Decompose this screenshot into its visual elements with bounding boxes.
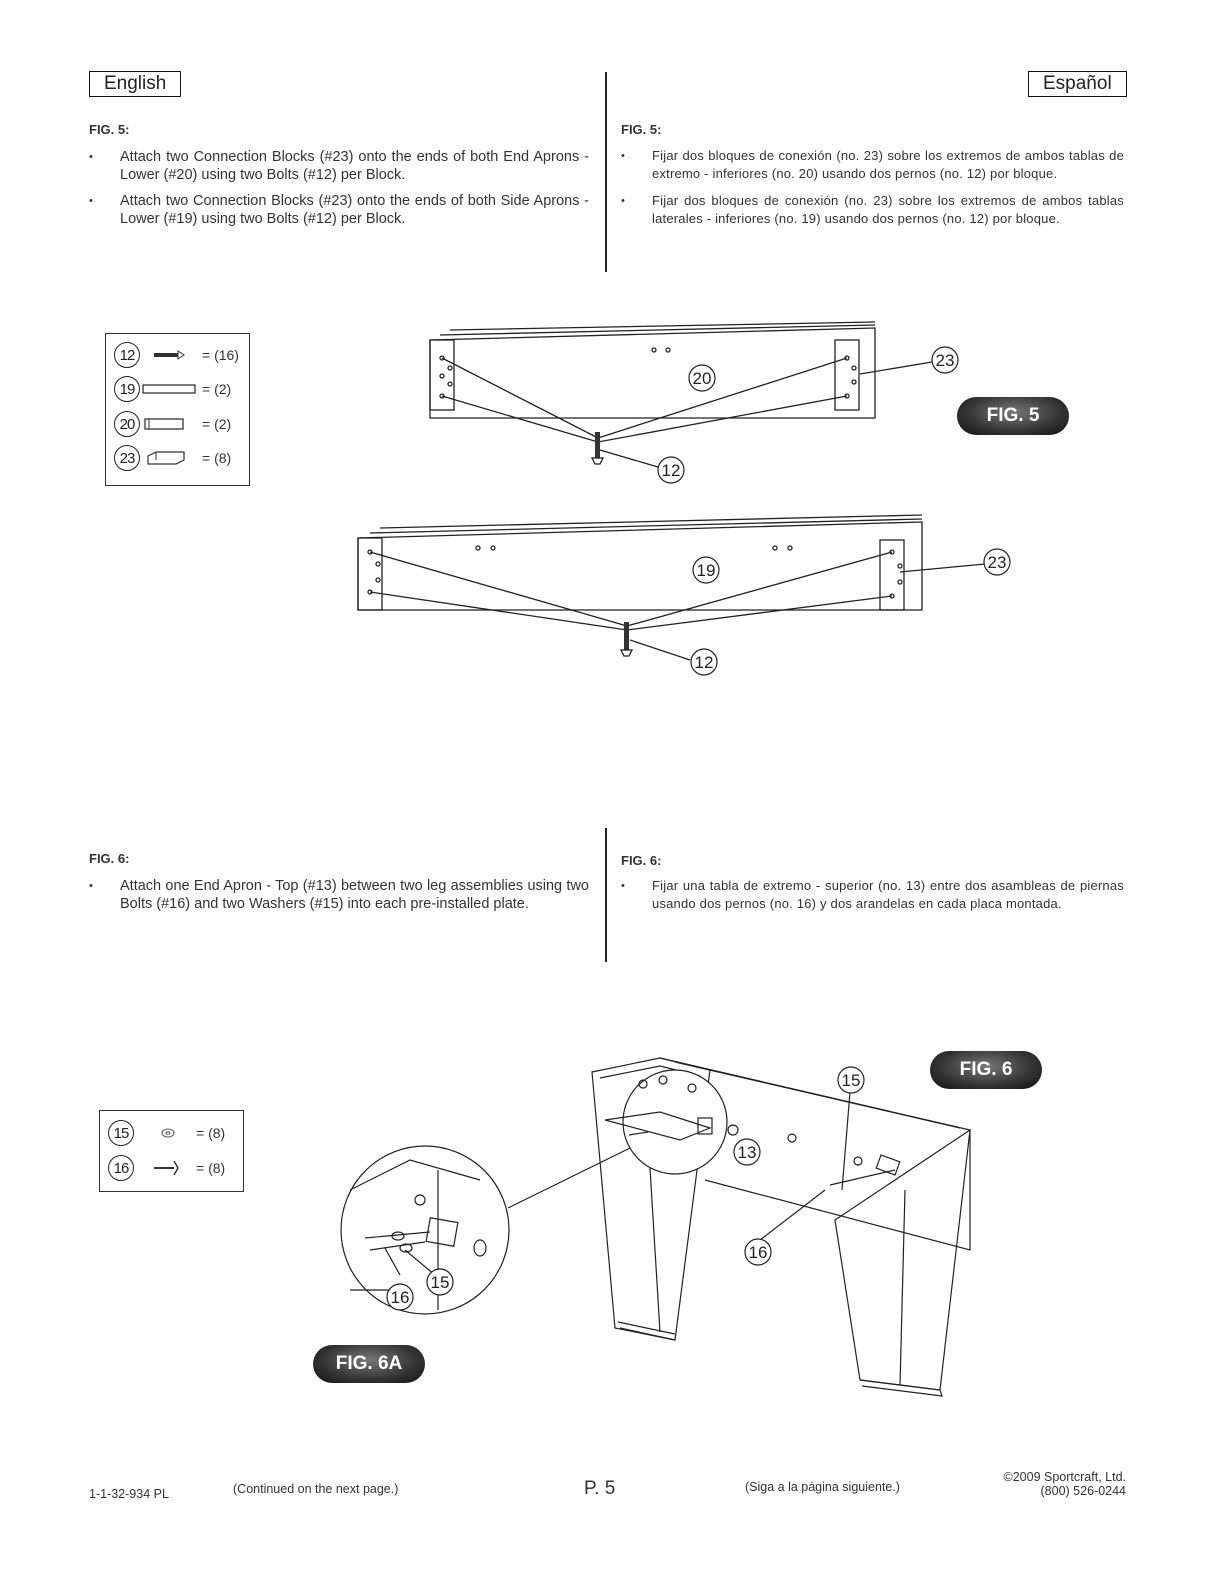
part-number-circle: 15 bbox=[108, 1120, 134, 1146]
fig5-instructions-es bbox=[621, 147, 1124, 237]
spanish-heading: Español bbox=[1028, 71, 1127, 97]
callout-19: 19 bbox=[696, 561, 716, 580]
connection-block-left bbox=[430, 340, 454, 410]
fig5-step-es-2: • Fijar dos bloques de conexión (no. 23) sobre los extremos de ambos tablas laterales - inferiores (no. 19) usando dos pernos (no. 12) por bloque. bbox=[621, 192, 1124, 228]
fig6-drawing bbox=[330, 1050, 1030, 1410]
document-code: 1-1-32-934 PL bbox=[89, 1487, 169, 1501]
callout-13: 13 bbox=[737, 1143, 757, 1162]
right-leg bbox=[835, 1130, 970, 1390]
fig5-label-en: FIG. 5: bbox=[89, 122, 130, 137]
part-qty: = (16) bbox=[202, 347, 239, 363]
fig5-drawing bbox=[340, 310, 1040, 690]
fig5-instructions-en bbox=[89, 149, 589, 237]
part-qty: = (2) bbox=[202, 381, 232, 397]
siga-note: (Siga a la página siguiente.) bbox=[745, 1480, 900, 1494]
fig5-step-es-1: • Fijar dos bloques de conexión (no. 23) sobre los extremos de ambos tablas de extremo - inferiores (no. 20) usando dos pernos (no. 12) por bloque. bbox=[621, 147, 1124, 183]
fig5-badge: FIG. 5 bbox=[957, 397, 1069, 435]
bolt-icon bbox=[152, 349, 192, 361]
callout-20: 20 bbox=[692, 369, 712, 388]
column-divider-top bbox=[605, 72, 607, 272]
fig6-badge: FIG. 6 bbox=[930, 1051, 1042, 1089]
continued-note: (Continued on the next page.) bbox=[233, 1482, 399, 1496]
page-number: P. 5 bbox=[584, 1478, 616, 1499]
part-row-12 bbox=[106, 340, 249, 370]
phone-number: (800) 526-0244 bbox=[1040, 1484, 1126, 1498]
column-divider-bottom bbox=[605, 828, 607, 962]
part-row-19 bbox=[106, 374, 249, 404]
part-number-circle: 20 bbox=[114, 411, 140, 437]
callout-12-bottom: 12 bbox=[694, 653, 714, 672]
part-row-15 bbox=[100, 1118, 243, 1148]
part-number-circle: 16 bbox=[108, 1155, 134, 1181]
callout-16: 16 bbox=[748, 1243, 768, 1262]
connection-block-left-2 bbox=[358, 538, 382, 610]
fig6-step-en-1: • Attach one End Apron - Top (#13) between two leg assemblies using two Bolts (#16) and two Washers (#15) into each pre-installed plate. bbox=[89, 878, 589, 913]
end-apron-icon bbox=[144, 417, 188, 431]
fig6a-magnifier bbox=[341, 1146, 509, 1314]
copyright: ©2009 Sportcraft, Ltd. bbox=[1003, 1470, 1126, 1484]
part-qty: = (2) bbox=[202, 416, 232, 432]
fig5-step-en-2: • Attach two Connection Blocks (#23) onto the ends of both Side Aprons - Lower (#19) using two Bolts (#12) per Block. bbox=[89, 193, 589, 228]
side-apron-icon bbox=[142, 383, 198, 395]
callout-12-top: 12 bbox=[661, 461, 681, 480]
side-apron-lower bbox=[358, 522, 922, 610]
fig6-label-en: FIG. 6: bbox=[89, 851, 130, 866]
fig5-label-es: FIG. 5: bbox=[621, 122, 662, 137]
part-qty: = (8) bbox=[196, 1160, 226, 1176]
bolt-icon bbox=[148, 1158, 188, 1178]
english-heading: English bbox=[89, 71, 181, 97]
part-number-circle: 23 bbox=[114, 445, 140, 471]
fig6a-badge: FIG. 6A bbox=[313, 1345, 425, 1383]
part-row-23 bbox=[106, 443, 249, 473]
part-number-circle: 19 bbox=[114, 376, 140, 402]
part-number-circle: 12 bbox=[114, 342, 140, 368]
fig6-label-es: FIG. 6: bbox=[621, 853, 662, 868]
end-apron-lower bbox=[430, 328, 875, 418]
connection-block-right bbox=[835, 340, 859, 410]
fig6-step-es-1: • Fijar una tabla de extremo - superior (no. 13) entre dos asambleas de piernas usando dos pernos (no. 16) y dos arandelas en cada placa montada. bbox=[621, 877, 1124, 913]
callout-23-bottom: 23 bbox=[987, 553, 1007, 572]
fig6-instructions-en bbox=[89, 878, 589, 922]
callout-23-top: 23 bbox=[935, 351, 955, 370]
fig6-parts-list bbox=[99, 1110, 244, 1192]
callout-15-detail: 15 bbox=[430, 1273, 450, 1292]
callout-15: 15 bbox=[841, 1071, 861, 1090]
callout-16-detail: 16 bbox=[390, 1288, 410, 1307]
part-qty: = (8) bbox=[202, 450, 232, 466]
fig5-parts-list bbox=[105, 333, 250, 486]
part-row-16 bbox=[100, 1153, 243, 1183]
part-qty: = (8) bbox=[196, 1125, 226, 1141]
washer-icon bbox=[148, 1126, 188, 1140]
fig6-instructions-es bbox=[621, 877, 1124, 922]
connection-block-icon bbox=[146, 450, 190, 466]
fig5-step-en-1: • Attach two Connection Blocks (#23) onto the ends of both End Aprons - Lower (#20) using two Bolts (#12) per Block. bbox=[89, 149, 589, 184]
part-row-20 bbox=[106, 409, 249, 439]
